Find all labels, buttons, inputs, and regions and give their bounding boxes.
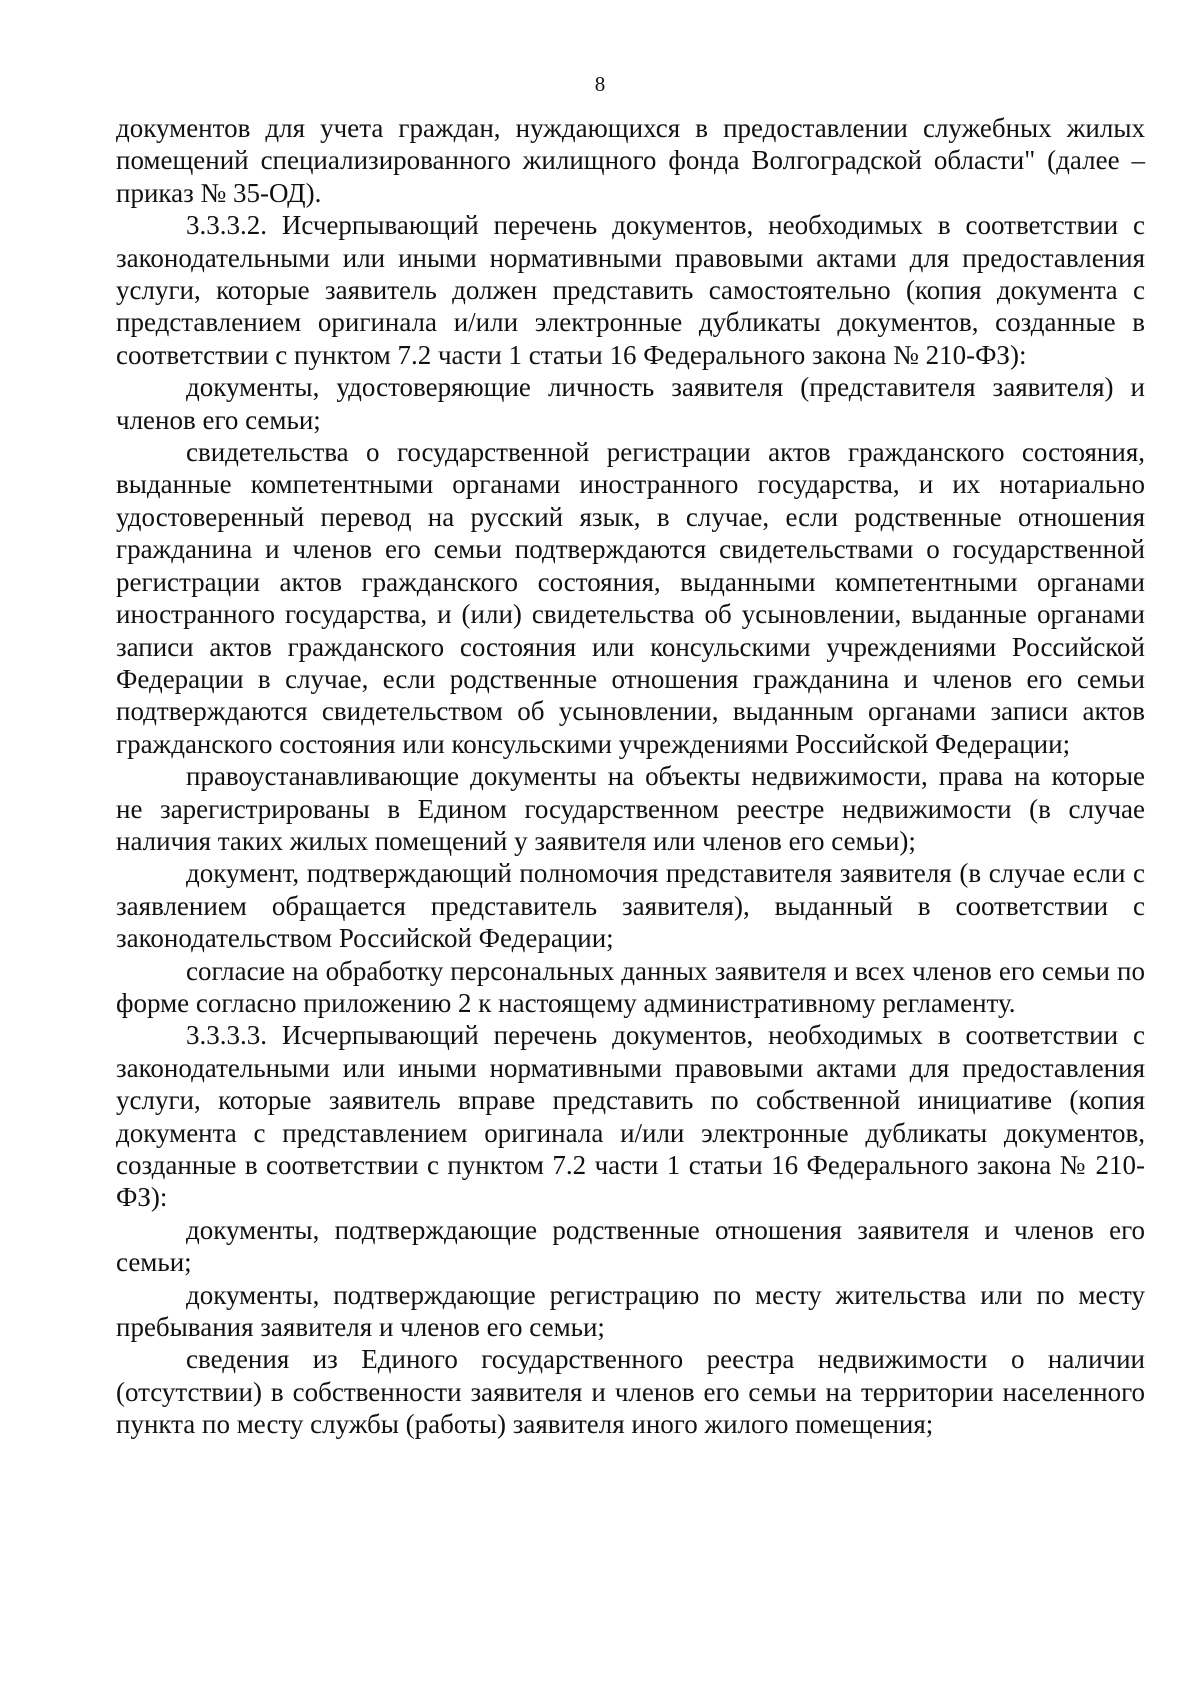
paragraph-3-3-3-2-required-documents: 3.3.3.2. Исчерпывающий перечень документов, необходимых в соответствии с законодательными или иными нормативными правовыми актами для предоставления услуги, которые заявитель должен представить самостоятельно (копия документа с представлением оригинала и/или электронные дубликаты документов, созданные в соответствии с пунктом 7.2 части 1 статьи 16 Федерального закона № 210-ФЗ): xyxy=(116,210,1145,370)
document-body xyxy=(116,112,1145,1441)
paragraph-real-estate-registry-info: сведения из Единого государственного реестра недвижимости о наличии (отсутствии) в собственности заявителя и членов его семьи на территории населенного пункта по месту службы (работы) заявителя иного жилого помещения; xyxy=(116,1344,1145,1440)
paragraph-3-3-3-3-optional-documents: 3.3.3.3. Исчерпывающий перечень документов, необходимых в соответствии с законодательными или иными нормативными правовыми актами для предоставления услуги, которые заявитель вправе представить по собственной инициативе (копия документа с представлением оригинала и/или электронные дубликаты документов, созданные в соответствии с пунктом 7.2 части 1 статьи 16 Федерального закона № 210-ФЗ): xyxy=(116,1020,1145,1213)
paragraph-title-documents: правоустанавливающие документы на объекты недвижимости, права на которые не зарегистрированы в Едином государственном реестре недвижимости (в случае наличия таких жилых помещений у заявителя или членов его семьи); xyxy=(116,761,1145,856)
paragraph-personal-data-consent: согласие на обработку персональных данных заявителя и всех членов его семьи по форме согласно приложению 2 к настоящему административному регламенту. xyxy=(116,955,1145,1018)
paragraph-family-relationship-documents: документы, подтверждающие родственные отношения заявителя и членов его семьи; xyxy=(116,1214,1145,1278)
paragraph-continued-order-reference: документов для учета граждан, нуждающихся в предоставлении служебных жилых помещений специализированного жилищного фонда Волгоградской области" (далее – приказ № 35-ОД). xyxy=(116,113,1145,208)
paragraph-representative-authority: документ, подтверждающий полномочия представителя заявителя (в случае если с заявлением обращается представитель заявителя), выданный в соответствии с законодательством Российской Федерации; xyxy=(116,858,1145,954)
paragraph-registration-documents: документы, подтверждающие регистрацию по месту жительства или по месту пребывания заявителя и членов его семьи; xyxy=(116,1279,1145,1343)
paragraph-identity-documents: документы, удостоверяющие личность заявителя (представителя заявителя) и членов его семьи; xyxy=(116,372,1145,435)
paragraph-civil-status-certificates: свидетельства о государственной регистрации актов гражданского состояния, выданные компетентными органами иностранного государства, и их нотариально удостоверенный перевод на русский язык, в случае, если родственные отношения гражданина и членов его семьи подтверждаются свидетельствами о государственной регистрации актов гражданского состояния, выданными компетентными органами иностранного государства, и (или) свидетельства об усыновлении, выданные органами записи актов гражданского состояния или консульскими учреждениями Российской Федерации в случае, если родственные отношения гражданина и членов его семьи подтверждаются свидетельством об усыновлении, выданным органами записи актов гражданского состояния или консульскими учреждениями Российской Федерации; xyxy=(116,437,1145,759)
page-number: 8 xyxy=(594,72,606,96)
